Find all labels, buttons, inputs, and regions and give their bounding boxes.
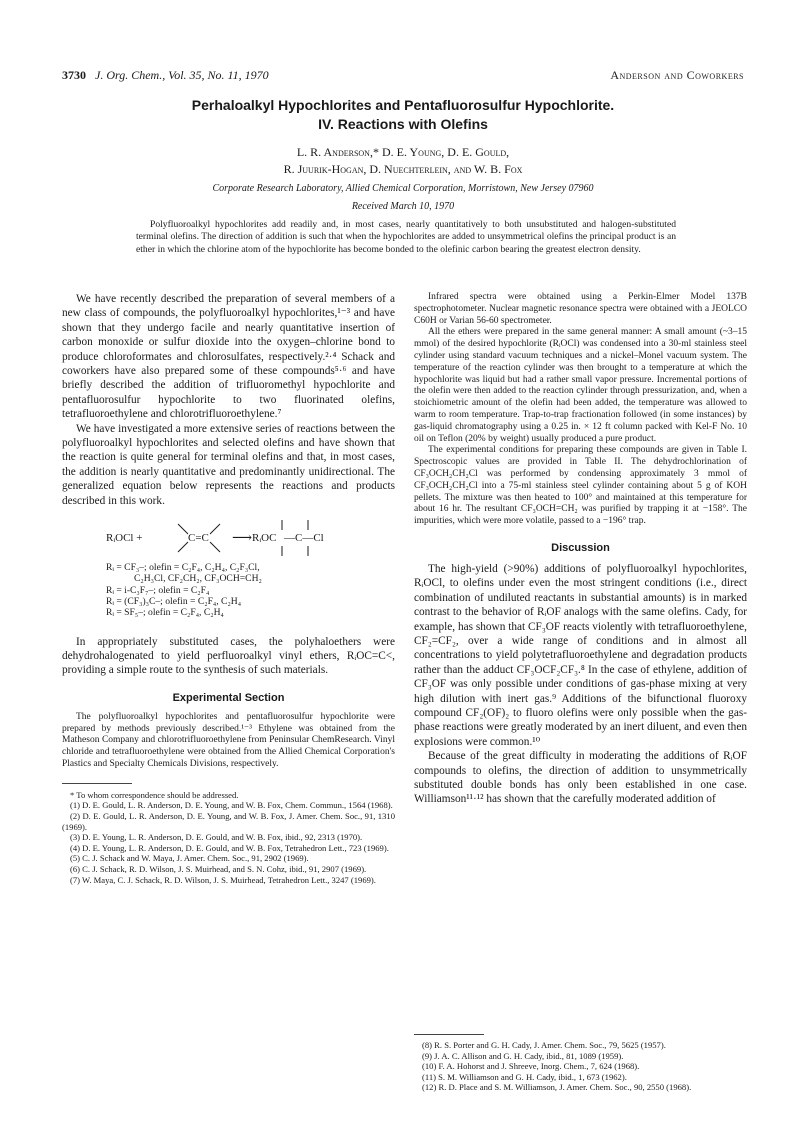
left-footnotes [62, 790, 395, 885]
discussion-heading: Discussion [551, 541, 610, 554]
equation-product-suffix: —C—Cl [284, 532, 324, 545]
left-column [62, 292, 395, 885]
rf-line: C₂H₃Cl, CF₂CH₂, CF₃OCH=CH₂ [134, 573, 262, 585]
authors-line-1: L. R. Anderson,* D. E. Young, D. E. Gould, [296, 145, 510, 159]
footnote: (7) W. Maya, C. J. Schack, R. D. Wilson, J. S. Muirhead, Tetrahedron Lett., 3247 (1969). [70, 874, 376, 885]
footnote: (10) F. A. Hohorst and J. Shreeve, Inorg. Chem., 7, 624 (1968). [422, 1061, 640, 1072]
abstract: Polyfluoroalkyl hypochlorites add readily and, in most cases, nearly quantitatively to both unsubstituted and halogen-substituted terminal olefins. The direction of addition is such that when the hypochlorites are added to unsymmetrical olefins the principal product is an ether in which the chlorine atom of the hypochlorite has become bonded to the olefinic carbon bearing the greatest electron density. [136, 219, 676, 255]
equation-reactant: RᵢOCl + [106, 532, 143, 545]
author-list [62, 144, 744, 178]
title-line-1: Perhaloalkyl Hypochlorites and Pentafluorosulfur Hypochlorite. [191, 97, 615, 113]
experimental-paragraph-1: The polyfluoroalkyl hypochlorites and pentafluorosulfur hypochlorite were prepared by methods previously described.¹⁻³ Ethylene was obtained from the Matheson Company and chlorotrifluoroethylene from Peninsular ChemResearch. Vinyl chloride and tetrafluoroethylene were obtained from the Allied Chemical Corporation's Plastics and Specialty Chemicals Divisions, respectively. [62, 711, 395, 769]
article-title [62, 96, 744, 134]
footnote: * To whom correspondence should be addressed. [70, 789, 239, 800]
footnote: (4) D. E. Young, L. R. Anderson, D. E. Gould, and W. B. Fox, Tetrahedron Lett., 723 (1969). [70, 842, 389, 853]
rf-line: Rᵢ = (CF₃)₃C–; olefin = C₂F₄, C₂H₄ [106, 595, 242, 607]
running-title: Anderson and Coworkers [610, 68, 744, 82]
footnote: (12) R. D. Place and S. M. Williamson, J. Amer. Chem. Soc., 90, 2550 (1968). [422, 1082, 692, 1093]
affiliation: Corporate Research Laboratory, Allied Chemical Corporation, Morristown, New Jersey 07960 [212, 183, 594, 194]
experimental-paragraph-2: Infrared spectra were obtained using a Perkin-Elmer Model 137B spectrophotometer. Nuclear magnetic resonance spectra were obtained with a JEOLCO C60H or Varian 56-60 spectrometer. [414, 292, 747, 326]
rf-line: Rᵢ = i-C₃F₇–; olefin = C₂F₄ [106, 584, 210, 596]
right-footnotes [414, 1034, 747, 1093]
footnote: (11) S. M. Williamson and G. H. Cady, ibid., 1, 673 (1962). [422, 1071, 627, 1082]
intro-paragraph-1: We have recently described the preparation of several members of a new class of compounds, the polyfluoroalkyl hypochlorites,¹⁻³ and have shown that they undergo facile and nearly quantitative insertion of carbon monoxide or sulfur dioxide into the oxygen–chlorine bond to produce chloroformates and chlorosulfates, respectively.²·⁴ Schack and coworkers have also prepared some of these compounds⁵·⁶ and have briefly described the addition of trifluoromethyl hypochlorite and pentafluorosulfur hypochlorite to two fluorinated olefins, tetrafluoroethylene and chlorotrifluoroethylene.⁷ [62, 293, 395, 421]
footnote-divider [62, 783, 132, 784]
discussion-paragraph-1: The high-yield (>90%) additions of polyfluoroalkyl hypochlorites, RᵢOCl, to olefins under even the most stringent conditions (i.e., direct combination of undiluted reactants in substantial amounts) is in marked contrast to the behavior of RᵢOF analogs with the same olefins. Cady, for example, has shown that CF₃OF reacts violently with tetrafluoroethylene, CF₂=CF₂, over a wide range of conditions and in almost all concentrations to yield polytetrafluoroethylene and degradation products rather than the adduct CF₃OCF₂CF₃.⁸ In the case of ethylene, addition of CF₃OF was only possible under conditions of gas-phase mixing at very high dilution with inert gas.⁹ Additions of the bifunctional fluoroxy compound CF₂(OF)₂ to fluoro olefins were only possible when the gas-phase reactions were greatly moderated by an inert diluent, and even then explosions were common.¹⁰ [414, 562, 747, 748]
experimental-paragraph-3: All the ethers were prepared in the same general manner: A small amount (~3–15 mmol) of the desired hypochlorite (RᵢOCl) was condensed into a 30-ml stainless steel cylinder using standard vacuum techniques and a nickel–Monel vacuum system. The temperature of the reaction cylinder was then brought to a temperature at which the hypochlorite was liquid but had a rather small vapor pressure. Incremental portions of the olefin were then added to the reaction cylinder through pressurization, and, when a stoichiometric amount of the olefin had been added, the temperature was allowed to warm to room temperature. Trap-to-trap fractionation followed (in some instances) by gas-liquid chromatography using a 0.25 in. × 12 ft column packed with Kel-F No. 10 oil on Teflon (20% by weight) usually produced a pure product. [414, 327, 747, 444]
rf-olefin-list [62, 562, 395, 618]
footnote: (2) D. E. Gould, L. R. Anderson, D. E. Young, and W. B. Fox, J. Amer. Chem. Soc., 91, 1310 (1969). [62, 810, 395, 832]
page-number: 3730 [62, 68, 86, 82]
reaction-arrow: ⟶ [232, 531, 253, 547]
general-equation [62, 516, 395, 562]
journal-citation: J. Org. Chem., Vol. 35, No. 11, 1970 [95, 68, 269, 82]
rf-line: Rᵢ = SF₅–; olefin = C₂F₄, C₂H₄ [106, 607, 224, 619]
footnote: (3) D. E. Young, L. R. Anderson, D. E. Gould, and W. B. Fox, ibid., 92, 2313 (1970). [70, 832, 363, 843]
footnote: (6) C. J. Schack, R. D. Wilson, J. S. Muirhead, and S. N. Cohz, ibid., 91, 2907 (1969). [70, 863, 367, 874]
footnote: (5) C. J. Schack and W. Maya, J. Amer. Chem. Soc., 91, 2902 (1969). [70, 853, 309, 864]
intro-paragraph-2: We have investigated a more extensive series of reactions between the polyfluoroalkyl hypochlorites and selected olefins and have shown that the reaction is quite general for terminal olefins and that, in most cases, the addition is nearly quantitative and predominantly unidirectional. The generalized equation below represents the reactions and products described in this work. [62, 422, 395, 507]
equation-olefin: C=C [188, 532, 209, 545]
running-header [62, 68, 744, 83]
received-date: Received March 10, 1970 [351, 201, 455, 212]
rf-line: Rᵢ = CF₃–; olefin = C₂F₄, C₂H₄, C₂F₃Cl, [106, 562, 260, 574]
discussion-paragraph-2: Because of the great difficulty in moderating the additions of RᵢOF compounds to olefins, the direction of addition to unsymmetrically substituted double bonds has only been established in one case. Williamson¹¹·¹² has shown that the carefully moderated addition of [414, 750, 747, 806]
footnote: (9) J. A. C. Allison and G. H. Cady, ibid., 81, 1089 (1959). [422, 1050, 624, 1061]
footnote-divider [414, 1034, 484, 1035]
experimental-paragraph-4: The experimental conditions for preparing these compounds are given in Table I. Spectroscopic values are provided in Table II. The dehydrochlorination of CF₃OCH₂CH₂Cl was performed by condensing approximately 3 mmol of CF₃OCH₂CH₂Cl into a 75-ml stainless steel cylinder containing about 5 g of KOH pellets. The mixture was then heated to 100° and maintained at this temperature for about 16 hr. The resultant CF₃OCH=CH₂ was purified by trapping it at −158°. The impurities, which were more volatile, passed to a −196° trap. [414, 445, 747, 527]
title-line-2: IV. Reactions with Olefins [318, 116, 488, 132]
equation-product-prefix: RᵢOC [252, 532, 277, 545]
footnote: (1) D. E. Gould, L. R. Anderson, D. E. Young, and W. B. Fox, Chem. Commun., 1564 (1968). [70, 800, 393, 811]
authors-line-2: R. Juurik-Hogan, D. Nuechterlein, and W. B. Fox [283, 162, 523, 176]
right-column [414, 292, 747, 807]
dehydrohalogenation-paragraph: In appropriately substituted cases, the polyhaloethers were dehydrohalogenated to yield perfluoroalkyl vinyl ethers, RᵢOC=C<, providing a simple route to the synthesis of such materials. [62, 635, 395, 677]
experimental-heading: Experimental Section [172, 691, 285, 704]
footnote: (8) R. S. Porter and G. H. Cady, J. Amer. Chem. Soc., 79, 5625 (1957). [422, 1040, 666, 1050]
